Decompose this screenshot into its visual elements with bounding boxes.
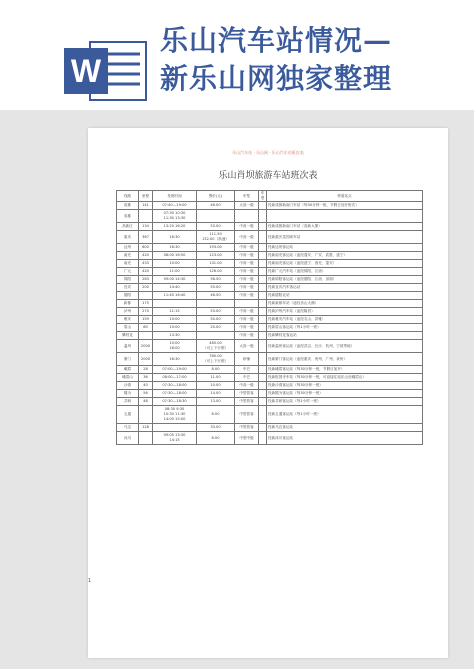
table-row [117,340,423,353]
table-cell: 07:40—19:00 [153,202,197,210]
table-cell: 广元 [117,268,139,276]
table-cell: 09:05 13:30 14:15 [153,432,197,445]
table-cell: 46.00 [197,202,235,210]
table-cell: 达州 [117,244,139,252]
table-cell: 犍为 [117,390,139,398]
table-cell: 经新德阳北站 [267,292,423,300]
table-cell [259,308,267,316]
table-cell: 马边 [117,424,139,432]
page-header [0,0,474,110]
table-row [117,252,423,260]
table-cell: 经新攀枝花客运站 [267,332,423,340]
table-cell: 13.00 [197,398,235,406]
table-cell [235,300,259,308]
table-cell: 中高一级 [235,382,259,390]
table-cell [197,300,235,308]
table-row [117,324,423,332]
table-body [117,202,423,445]
table-cell: 经新南充客运站（途经遂宁、西充、蓬安） [267,260,423,268]
table-row [117,382,423,390]
table-cell [235,210,259,223]
table-cell: 2000 [139,340,153,353]
table-row [117,244,423,252]
table-cell: 11:40 16:40 [153,292,197,300]
table-cell: 中高一级 [235,284,259,292]
table-cell: 28 [139,366,153,374]
table-cell [259,210,267,223]
table-cell [259,353,267,366]
table-cell [259,223,267,231]
table-cell: 经新报国寺车站（每30分钟一班，可直接往返乐山至峨眉山） [267,374,423,382]
page-number: 1 [88,578,92,584]
table-cell: 420 [139,268,153,276]
table-cell: 200 [139,284,153,292]
table-cell: 07:30 10:30 11:30 13:30 [153,210,197,223]
table-cell: 33.00 [197,424,235,432]
table-cell: 经新成都新南门车站（每30分钟一班，节假日加开班次） [267,202,423,210]
table-cell: 中高一级 [235,332,259,340]
table-cell: 经新沙湾客运站（每30分钟一班） [267,382,423,390]
table-cell: 经新峨眉客运站（每30分钟一班，节假日加开） [267,366,423,374]
table-cell: 经新重庆菜园坝车站 [267,231,423,244]
table-cell: 53.00 [197,223,235,231]
table-row [117,366,423,374]
col-header: 线路 [117,191,139,202]
table-cell: 367 [139,231,153,244]
table-row [117,390,423,398]
table-cell: 8.00 [197,406,235,424]
table-cell: 温州 [117,340,139,353]
table-cell [259,260,267,268]
table-cell: 07:00—19:00 [153,366,197,374]
table-cell [259,231,267,244]
table-cell: 重庆 [117,231,139,244]
table-cell: 中高一级 [235,316,259,324]
col-header: 停靠站点 [267,191,423,202]
table-cell [259,432,267,445]
table-cell [259,244,267,252]
table-cell: 中型中级 [235,432,259,445]
table-cell: 126.00 [197,268,235,276]
title-line-1: 乐山汽车站情况— [160,24,393,57]
table-cell: 10.00 [197,382,235,390]
table-cell: 雅安 [117,316,139,324]
table-cell: 11:00 [153,268,197,276]
table-cell: 11.00 [197,374,235,382]
table-cell: 141 [139,202,153,210]
table-row [117,276,423,284]
table-cell [259,324,267,332]
table-cell: 卧铺 [235,353,259,366]
table-cell: 中高一级 [235,292,259,300]
table-cell [259,284,267,292]
table-row [117,210,423,223]
table-cell: 中高一级 [235,223,259,231]
table-cell: 眉山 [117,324,139,332]
table-row [117,374,423,382]
table-cell: 中高一级 [235,276,259,284]
table-cell: 128 [139,424,153,432]
table-cell [259,332,267,340]
table-cell: 经新犍为客运站（每30分钟一班） [267,390,423,398]
table-cell: 11:15 [153,308,197,316]
table-cell: 10:00 16:00 [153,340,197,353]
table-cell: 沙湾 [117,382,139,390]
table-cell: 峨眉山 [117,374,139,382]
table-cell: 46.50 [197,292,235,300]
table-cell [259,268,267,276]
table-cell: 420 [139,252,153,260]
document-title: 乐山肖坝旅游车站班次表 [218,171,318,181]
table-cell [197,210,235,223]
table-cell: 48 [139,398,153,406]
table-cell: 中型普客 [235,424,259,432]
table-cell: 经新五通客运站（每1小时一班） [267,406,423,424]
table-cell: 08:00 16:50 [153,252,197,260]
table-cell: 南充 [117,260,139,268]
table-row [117,231,423,244]
table-cell [139,406,153,424]
title-line-2: 新乐山网独家整理 [160,62,393,95]
table-cell: 南充 [117,252,139,260]
table-cell: 13:30 [153,332,197,340]
table-cell [259,276,267,284]
table-cell [139,332,153,340]
table-cell: 15:00 [153,316,197,324]
table-cell: 经新宜宾汽车客运站 [267,284,423,292]
table-cell: 攀枝花 [117,332,139,340]
table-cell: 13:20 16:20 [153,223,197,231]
table-row [117,406,423,424]
table-cell: 高新区 [117,223,139,231]
table-row [117,424,423,432]
table-cell [153,424,197,432]
col-header: 发班时间 [153,191,197,202]
table-cell: 480.00 （可上下行驶） [197,340,235,353]
table-cell: 中高一级 [235,268,259,276]
table-cell [197,332,235,340]
table-cell: 131.00 [197,260,235,268]
table-row [117,316,423,324]
table-cell: 中高一级 [235,244,259,252]
table-cell: 08:00—17:00 [153,374,197,382]
table-cell: 经新沐川客运站 [267,432,423,445]
table-cell [259,374,267,382]
col-header: 车型 [259,191,267,202]
table-cell [153,300,197,308]
table-cell: 经新井研客运站（每1小时一班） [267,398,423,406]
table-row [117,223,423,231]
table-cell: 07:30—18:00 [153,390,197,398]
table-cell [259,252,267,260]
table-cell: 经新马边客运站 [267,424,423,432]
table-cell: 新都 [117,300,139,308]
document-top-note: 乐山汽车站 · 乐山网 · 乐山汽车站班次表 [232,150,304,155]
table-cell: 井研 [117,398,139,406]
word-document-icon [62,40,148,102]
table-cell: 大高一级 [235,340,259,353]
table-cell [259,300,267,308]
table-cell: 中巴 [235,366,259,374]
table-cell: 经新泸州汽车站（途经隆昌） [267,308,423,316]
table-cell [139,292,153,300]
table-cell: 中高一级 [235,308,259,316]
table-cell: 成都 [117,202,139,210]
table-cell: 经新绵阳客运站（途经德阳、江油、剑阁） [267,276,423,284]
table-cell [139,210,153,223]
table-row [117,202,423,210]
table-cell: 600 [139,244,153,252]
table-cell [259,390,267,398]
schedule-table [116,190,423,445]
table-cell [259,292,267,300]
table-cell: 16:30 [153,353,197,366]
table-cell: 50.00 [197,316,235,324]
table-cell: 经新厦门客运站（途经重庆、贵州、广州、泉州） [267,353,423,366]
table-cell: 780.00 （可上下行驶） [197,353,235,366]
table-row [117,300,423,308]
table-cell: 159 [139,316,153,324]
table-cell: 中高一级 [235,324,259,332]
table-cell: 09:00 14:30 [153,276,197,284]
table-cell: 经新南充客运站（途经蓬安、广安、武胜、遂宁） [267,252,423,260]
table-cell: 56.50 [197,276,235,284]
table-cell: 07:30—18:30 [153,398,197,406]
table-cell: 泸州 [117,308,139,316]
table-cell: 270 [139,308,153,316]
table-cell: 36 [139,374,153,382]
table-cell: 123.00 [197,252,235,260]
table-cell [259,316,267,324]
table-cell [259,382,267,390]
table-cell: 193.00 [197,244,235,252]
table-row [117,332,423,340]
table-cell: 40 [139,382,153,390]
table-cell: 56 [139,390,153,398]
table-cell: 中型普客 [235,406,259,424]
table-cell: 峨眉 [117,366,139,374]
table-row [117,268,423,276]
table-cell: 沐川 [117,432,139,445]
table-cell: 经新新都车站（途经乐山大佛） [267,300,423,308]
table-cell: 80 [139,324,153,332]
table-cell [259,406,267,424]
table-cell: 8.00 [197,366,235,374]
table-cell: 经新广元汽车站（途经绵阳、江油） [267,268,423,276]
table-cell: 五通 [117,406,139,424]
table-cell: 263 [139,276,153,284]
table-cell: 175 [139,300,153,308]
page-title [160,22,470,98]
table-cell: 中高一级 [235,260,259,268]
table-cell: 中高一级 [235,252,259,260]
table-cell: 德阳 [117,292,139,300]
table-cell: 经新温州客运站（途经武汉、长沙、杭州、宁波等地） [267,340,423,353]
table-cell: 08:30 9:30 10:30 11:30 14:00 15:00 [153,406,197,424]
table-cell: 15:00 [153,324,197,332]
table-cell: 大高一级 [235,202,259,210]
table-cell: 经新眉山客运站（每1小时一班） [267,324,423,332]
table-row [117,292,423,300]
table-cell: 中高一级 [235,231,259,244]
col-header: 里程 [139,191,153,202]
table-header-row [117,191,423,202]
document-page [88,128,448,658]
table-cell: 14:40 [153,284,197,292]
table-cell: 中巴 [235,374,259,382]
table-cell [259,398,267,406]
table-row [117,308,423,316]
table-cell: 10:00 [153,260,197,268]
table-cell: 134 [139,223,153,231]
table-cell: 16:30 [153,231,197,244]
table-cell: 07:30—18:00 [153,382,197,390]
table-cell: 中型普客 [235,390,259,398]
table-cell: 433 [139,260,153,268]
svg-text:W: W [70,53,102,89]
table-cell [259,424,267,432]
table-cell [139,432,153,445]
table-cell: 8.00 [197,432,235,445]
table-cell: 111.50 132.00（高速） [197,231,235,244]
table-cell: 厦门 [117,353,139,366]
table-row [117,260,423,268]
table-cell: 2000 [139,353,153,366]
table-row [117,432,423,445]
table-cell [267,210,423,223]
table-cell [259,202,267,210]
col-header: 票价(元) [197,191,235,202]
table-cell [259,366,267,374]
table-cell: 经新雅安汽车站（途经名山、洪雅） [267,316,423,324]
table-cell: 绵阳 [117,276,139,284]
table-cell: 53.00 [197,308,235,316]
table-cell [259,340,267,353]
table-cell: 中型普客 [235,398,259,406]
table-cell: 16:30 [153,244,197,252]
table-cell: 20.00 [197,324,235,332]
table-row [117,353,423,366]
table-row [117,284,423,292]
table-cell: 14.00 [197,390,235,398]
table-cell: 成都 [117,210,139,223]
table-cell: 经新成都新南门车站（高新大厦） [267,223,423,231]
table-cell: 宜宾 [117,284,139,292]
col-header: 车型 [235,191,259,202]
table-cell: 经新达州客运站 [267,244,423,252]
table-cell: 55.00 [197,284,235,292]
table-row [117,398,423,406]
